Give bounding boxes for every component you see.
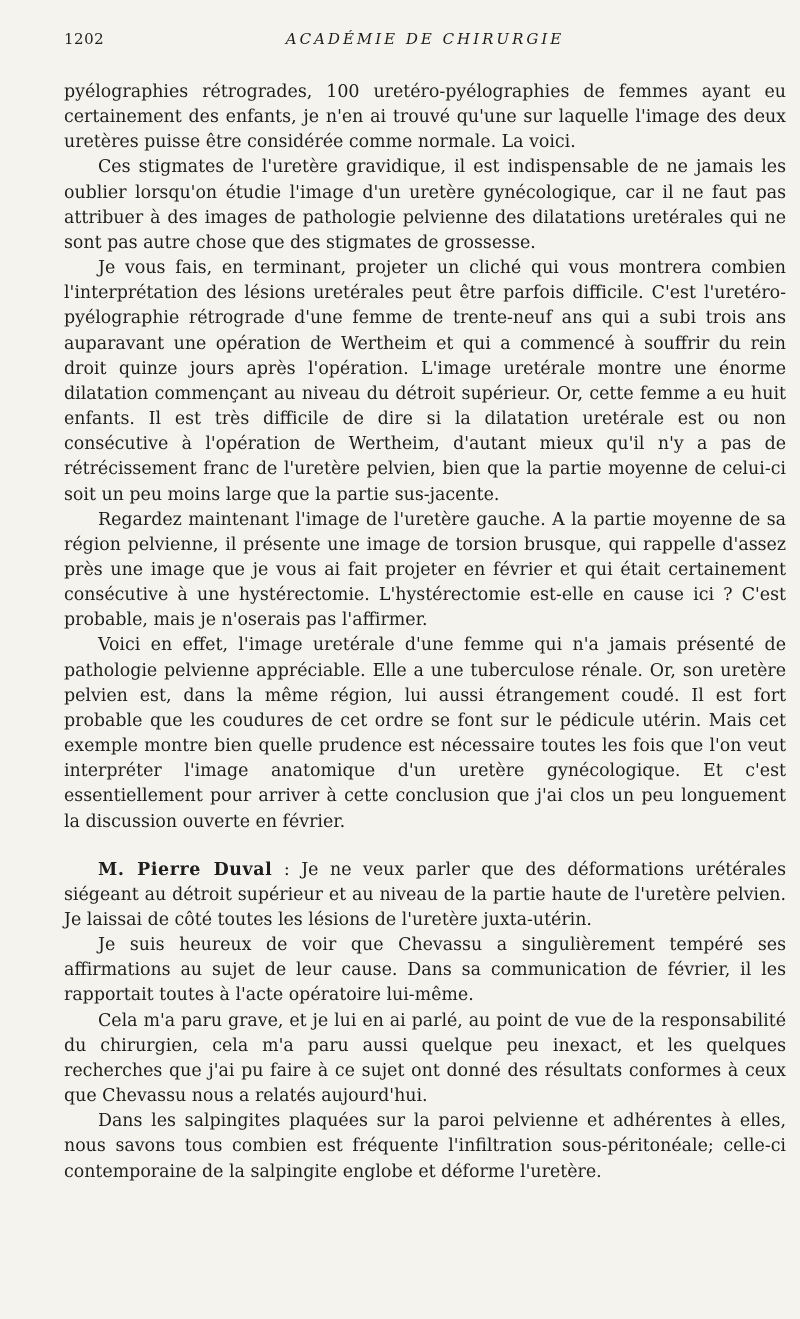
- body-text: [64, 80, 786, 1185]
- paragraph: Je vous fais, en terminant, projeter un cliché qui vous montrera combien l'interprétation des lésions uretérales peut être parfois difficile. C'est l'uretéro-pyélographie rétrograde d'une femme de trente-neuf ans qui a subi trois ans auparavant une opération de Wertheim et qui a commencé à souffrir du rein droit quinze jours après l'opération. L'image uretérale montre une énorme dilatation commençant au niveau du détroit supérieur. Or, cette femme a eu huit enfants. Il est très difficile de dire si la dilatation uretérale est ou non consécutive à l'opération de Wertheim, d'autant mieux qu'il n'y a pas de rétrécissement franc de l'uretère pelvien, bien que la partie moyenne de celui-ci soit un peu moins large que la partie sus-jacente.: [64, 258, 786, 505]
- document-page: [64, 30, 786, 1185]
- paragraph: Je suis heureux de voir que Chevassu a singulièrement tempéré ses affirmations au sujet de leur cause. Dans sa communication de février, il les rapportait toutes à l'acte opératoire lui-même.: [64, 935, 786, 1006]
- page-number: 1202: [64, 30, 105, 48]
- paragraph: pyélographies rétrogrades, 100 uretéro-pyélographies de femmes ayant eu certainement des enfants, je n'en ai trouvé qu'une sur laquelle l'image des deux uretères puisse être considérée comme normale. La voici.: [64, 82, 786, 153]
- paragraph: Voici en effet, l'image uretérale d'une femme qui n'a jamais présenté de pathologie pelvienne appréciable. Elle a une tuberculose rénale. Or, son uretère pelvien est, dans la même région, lui aussi étrangement coudé. Il est fort probable que les coudures de cet ordre se font sur le pédicule utérin. Mais cet exemple montre bien quelle prudence est nécessaire toutes les fois que l'on veut interpréter l'image anatomique d'un uretère gynécologique. Et c'est essentiellement pour arriver à cette conclusion que j'ai clos un peu longuement la discussion ouverte en février.: [64, 635, 786, 832]
- paragraph: Regardez maintenant l'image de l'uretère gauche. A la partie moyenne de sa région pelvienne, il présente une image de torsion brusque, qui rappelle d'assez près une image que je vous ai fait projeter en février et qui était certainement consécutive à une hystérectomie. L'hystérectomie est-elle en cause ici ? C'est probable, mais je n'oserais pas l'affirmer.: [64, 509, 786, 631]
- speaker-paragraph: [64, 858, 786, 933]
- paragraph: Dans les salpingites plaquées sur la paroi pelvienne et adhérentes à elles, nous savons tous combien est fréquente l'infiltration sous-péritonéale; celle-ci contemporaine de la salpingite englobe et déforme l'uretère.: [64, 1111, 786, 1182]
- page-header: [64, 30, 786, 54]
- speaker-name: M. Pierre Duval: [98, 859, 273, 880]
- paragraph: Ces stigmates de l'uretère gravidique, il est indispensable de ne jamais les oublier lorsqu'on étudie l'image d'un uretère gynécologique, car il ne faut pas attribuer à des images de pathologie pelvienne des dilatations uretérales qui ne sont pas autre chose que des stigmates de grossesse.: [64, 157, 786, 253]
- speaker-text: : Je ne veux parler que des déformations urétérales siégeant au détroit supérieur et au niveau de la partie haute de l'uretère pelvien. Je laissai de côté toutes les lésions de l'uretère juxta-utérin.: [64, 859, 786, 930]
- running-title: ACADÉMIE DE CHIRURGIE: [285, 30, 565, 48]
- paragraph: Cela m'a paru grave, et je lui en ai parlé, au point de vue de la responsabilité du chirurgien, cela m'a paru aussi quelque peu inexact, et les quelques recherches que j'ai pu faire à ce sujet ont donné des résultats conformes à ceux que Chevassu nous a relatés aujourd'hui.: [64, 1010, 786, 1107]
